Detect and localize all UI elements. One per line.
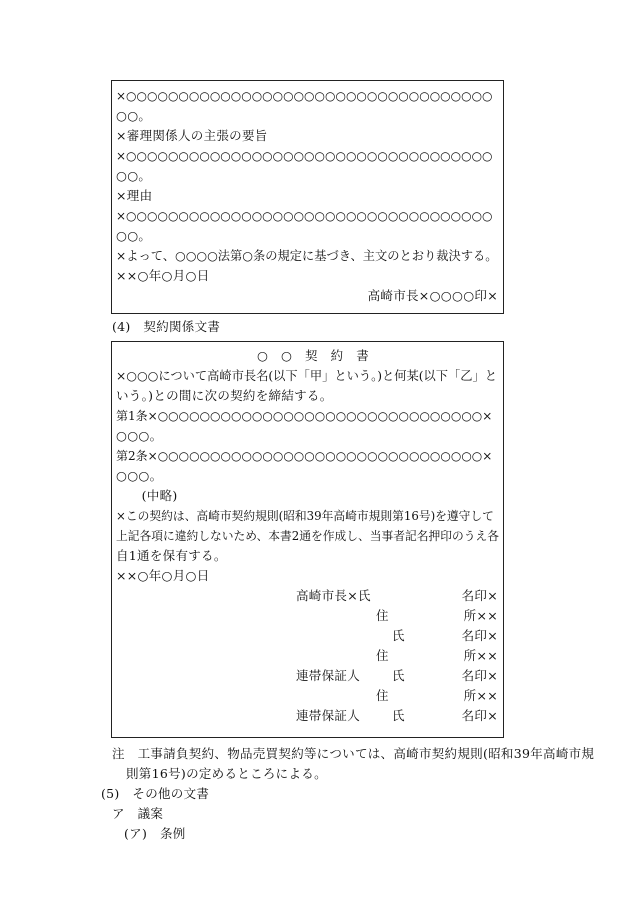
ruling-box — [111, 80, 504, 314]
article-line: 第2条×○○○○○○○○○○○○○○○○○○○○○○○○○○○○○○○× — [116, 449, 493, 463]
body-line: ×○○○○○○○○○○○○○○○○○○○○○○○○○○○○○○○○○○○ — [116, 209, 493, 223]
signatory-field: 氏 — [392, 668, 405, 683]
signatory-field: 氏 — [392, 628, 405, 643]
body-line: ×○○○について高崎市長名(以下「甲」という。)と何某(以下「乙」と — [116, 369, 498, 383]
signature-line: 高崎市長×○○○○印× — [367, 288, 498, 303]
signatory-mark: 名印× — [461, 628, 498, 643]
signatory-mark: 名印× — [461, 708, 498, 723]
body-line: ×審理関係人の主張の要旨 — [116, 128, 268, 143]
body-line: ×この契約は、高崎市契約規則(昭和39年高崎市規則第16号)を遵守して — [116, 509, 494, 523]
body-line: ○○。 — [116, 108, 152, 123]
signatory-mark: 所×× — [463, 608, 498, 623]
body-line: ○○○。 — [116, 468, 163, 483]
section-heading: (5) その他の文書 — [101, 786, 210, 801]
contract-title: ○ ○ 契 約 書 — [257, 348, 370, 363]
body-line: ○○。 — [116, 228, 152, 243]
signatory-mark: 所×× — [463, 648, 498, 663]
body-line: 自1通を保有する。 — [116, 548, 227, 563]
sub-subsection-heading: (ア) 条例 — [124, 826, 186, 841]
signatory-field: 住 — [376, 608, 389, 623]
note-line: 則第16号)の定めるところによる。 — [126, 766, 327, 781]
date-line: ××○年○月○日 — [116, 568, 210, 583]
body-line: ×理由 — [116, 188, 153, 203]
note-line: 注 工事請負契約、物品売買契約等については、高崎市契約規則(昭和39年高崎市規 — [112, 746, 595, 761]
body-line: ×○○○○○○○○○○○○○○○○○○○○○○○○○○○○○○○○○○○ — [116, 149, 493, 163]
signatory-field: 住 — [376, 648, 389, 663]
signatory-role: 高崎市長×氏 — [296, 588, 371, 603]
signatory-field: 住 — [376, 688, 389, 703]
body-line: 上記各項に違約しないため、本書2通を作成し、当事者記名押印のうえ各 — [116, 529, 500, 543]
body-line: ×よって、○○○○法第○条の規定に基づき、主文のとおり裁決する。 — [116, 249, 498, 263]
signatory-field: 氏 — [392, 708, 405, 723]
signatory-mark: 名印× — [461, 588, 498, 603]
signatory-mark: 名印× — [461, 668, 498, 683]
omission-line: (中略) — [116, 488, 178, 503]
subsection-heading: ア 議案 — [112, 806, 164, 821]
signatory-mark: 所×× — [463, 688, 498, 703]
article-line: 第1条×○○○○○○○○○○○○○○○○○○○○○○○○○○○○○○○× — [116, 409, 493, 423]
date-line: ××○年○月○日 — [116, 268, 210, 283]
signatory-role: 連帯保証人 — [296, 668, 361, 683]
contract-box — [111, 341, 504, 738]
body-line: いう。)との間に次の契約を締結する。 — [116, 388, 333, 403]
signatory-role: 連帯保証人 — [296, 708, 361, 723]
body-line: ○○○。 — [116, 428, 163, 443]
section-heading: (4) 契約関係文書 — [112, 319, 221, 334]
body-line: ○○。 — [116, 168, 152, 183]
body-line: ×○○○○○○○○○○○○○○○○○○○○○○○○○○○○○○○○○○○ — [116, 89, 493, 103]
